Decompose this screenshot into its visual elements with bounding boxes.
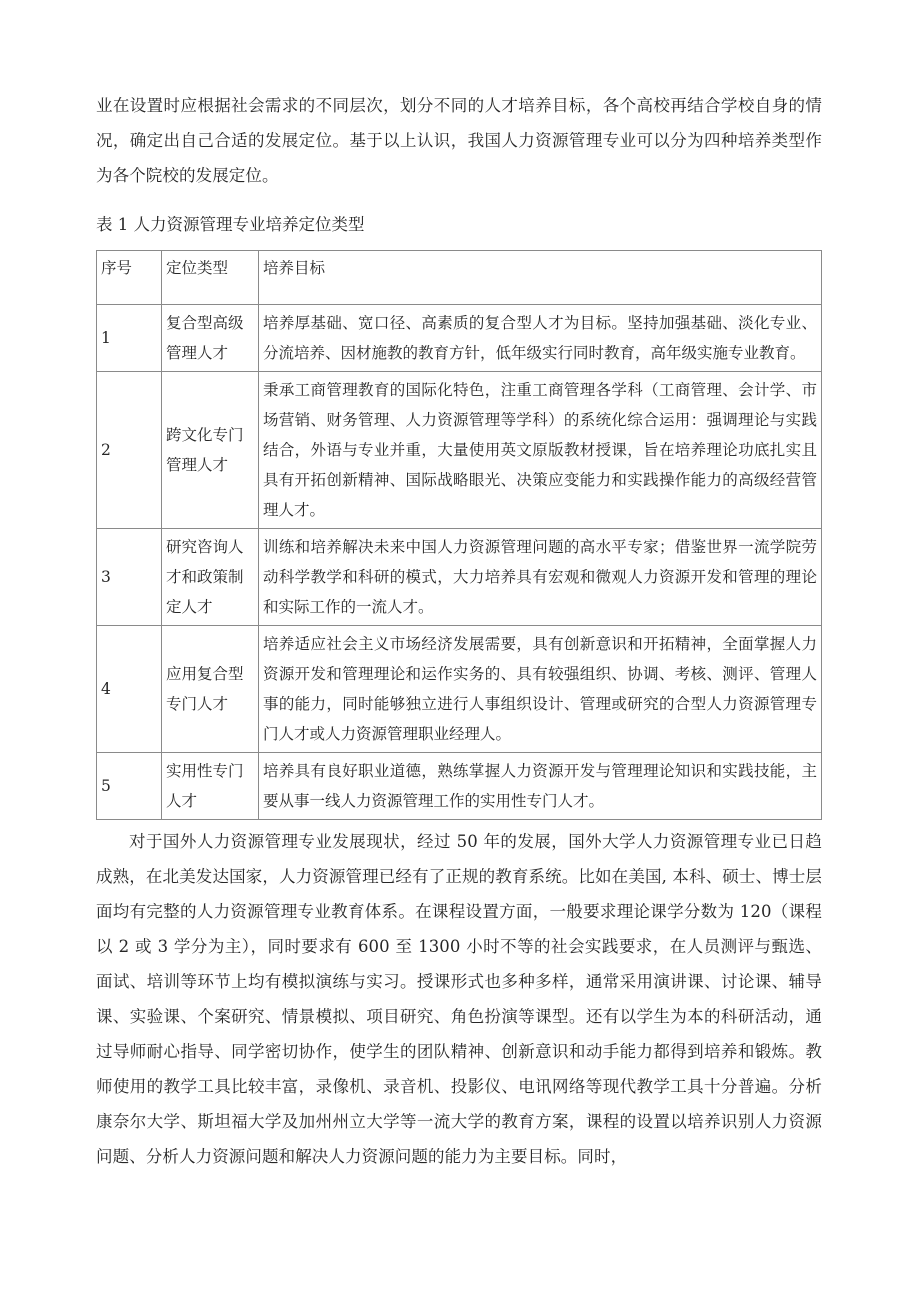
row-index: 1 <box>97 305 162 372</box>
body-paragraph: 对于国外人力资源管理专业发展现状，经过 50 年的发展，国外大学人力资源管理专业已日趋成熟，在北美发达国家，人力资源管理已经有了正规的教育系统。比如在美国, 本科、硕士、博士层面均有完整的人力资源管理专业教育体系。在课程设置方面，一般要求理论课学分数为 120（课程以 2 或 3 学分为主），同时要求有 600 至 1300 小时不等的社会实践要求，在人员测评与甄选、面试、培训等环节上均有模拟演练与实习。授课形式也多种多样，通常采用演讲课、讨论课、辅导课、实验课、个案研究、情景模拟、项目研究、角色扮演等课型。还有以学生为本的科研活动，通过导师耐心指导、同学密切协作，使学生的团队精神、创新意识和动手能力都得到培养和锻炼。教师使用的教学工具比较丰富，录像机、录音机、投影仪、电讯网络等现代教学工具十分普遍。分析康奈尔大学、斯坦福大学及加州州立大学等一流大学的教育方案，课程的设置以培养识别人力资源问题、分析人力资源问题和解决人力资源问题的能力为主要目标。同时， <box>96 832 822 1166</box>
table-header-type: 定位类型 <box>162 251 259 305</box>
row-index: 3 <box>97 529 162 626</box>
row-goal: 秉承工商管理教育的国际化特色，注重工商管理各学科（工商管理、会计学、市场营销、财务管理、人力资源管理等学科）的系统化综合运用：强调理论与实践结合，外语与专业并重，大量使用英文原版教材授课，旨在培养理论功底扎实且具有开拓创新精神、国际战略眼光、决策应变能力和实践操作能力的高级经营管理人才。 <box>259 372 822 529</box>
row-type: 跨文化专门管理人才 <box>162 372 259 529</box>
row-type: 应用复合型专门人才 <box>162 626 259 753</box>
table-row <box>97 529 822 626</box>
table-row <box>97 753 822 820</box>
intro-paragraph: 业在设置时应根据社会需求的不同层次，划分不同的人才培养目标，各个高校再结合学校自身的情况，确定出自己合适的发展定位。基于以上认识，我国人力资源管理专业可以分为四种培养类型作为各个院校的发展定位。 <box>96 96 822 185</box>
table-header-index: 序号 <box>97 251 162 305</box>
training-positioning-table <box>96 250 822 820</box>
table-header-goal: 培养目标 <box>259 251 822 305</box>
row-type: 研究咨询人才和政策制定人才 <box>162 529 259 626</box>
row-goal: 培养具有良好职业道德，熟练掌握人力资源开发与管理理论知识和实践技能，主要从事一线人力资源管理工作的实用性专门人才。 <box>259 753 822 820</box>
row-goal: 培养适应社会主义市场经济发展需要，具有创新意识和开拓精神，全面掌握人力资源开发和管理理论和运作实务的、具有较强组织、协调、考核、测评、管理人事的能力，同时能够独立进行人事组织设计、管理或研究的合型人力资源管理专门人才或人力资源管理职业经理人。 <box>259 626 822 753</box>
table-caption: 表 1 人力资源管理专业培养定位类型 <box>96 215 365 234</box>
table-row <box>97 626 822 753</box>
row-index: 4 <box>97 626 162 753</box>
row-goal: 训练和培养解决未来中国人力资源管理问题的高水平专家；借鉴世界一流学院劳动科学教学和科研的模式，大力培养具有宏观和微观人力资源开发和管理的理论和实际工作的一流人才。 <box>259 529 822 626</box>
row-goal: 培养厚基础、宽口径、高素质的复合型人才为目标。坚持加强基础、淡化专业、分流培养、因材施教的教育方针，低年级实行同时教育，高年级实施专业教育。 <box>259 305 822 372</box>
row-type: 复合型高级管理人才 <box>162 305 259 372</box>
row-index: 5 <box>97 753 162 820</box>
table-row <box>97 372 822 529</box>
row-index: 2 <box>97 372 162 529</box>
table-row <box>97 305 822 372</box>
row-type: 实用性专门人才 <box>162 753 259 820</box>
document-content <box>96 88 822 1174</box>
table-header-row <box>97 251 822 305</box>
